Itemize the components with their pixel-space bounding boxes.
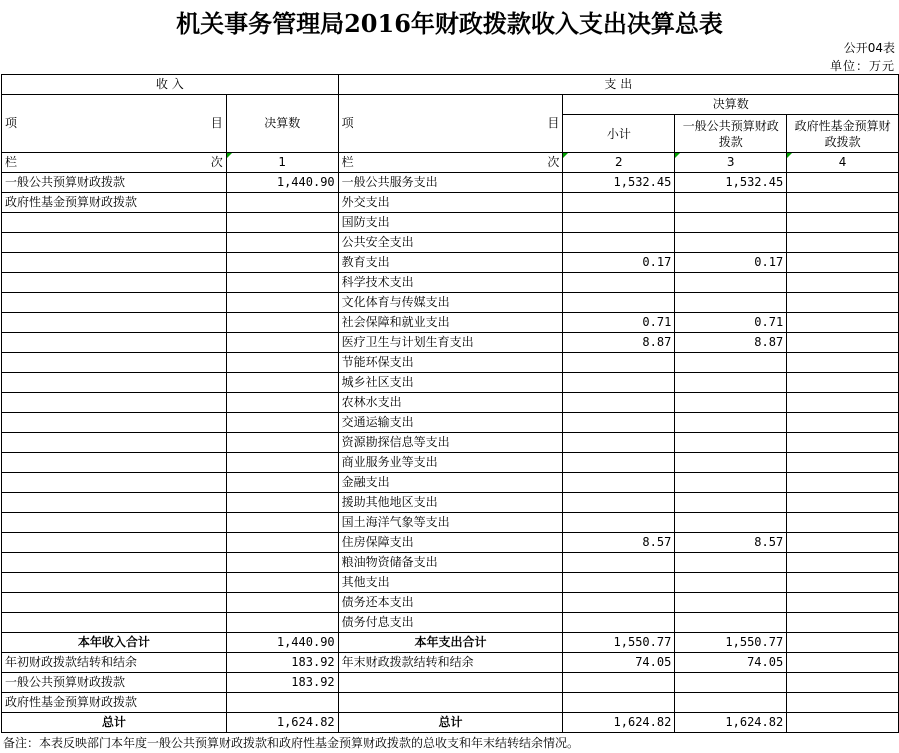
grand-expense-general: 1,624.82 (675, 713, 787, 733)
expense-subtotal (563, 373, 675, 393)
table-row (2, 533, 899, 553)
grand-expense-subtotal: 1,624.82 (563, 713, 675, 733)
table-row (2, 173, 899, 193)
income-item (2, 393, 227, 413)
expense-general (675, 473, 787, 493)
expense-subtotal (563, 393, 675, 413)
expense-general (675, 353, 787, 373)
income-item (2, 293, 227, 313)
expense-fund (787, 613, 899, 633)
income-value: 1,440.90 (226, 173, 338, 193)
end-balance-subtotal: 74.05 (563, 653, 675, 673)
col-number-1: 1 (226, 153, 338, 173)
expense-item: 金融支出 (338, 473, 563, 493)
begin-fund-label: 政府性基金预算财政拨款 (2, 693, 227, 713)
col-number-3: 3 (675, 153, 787, 173)
expense-fund (787, 453, 899, 473)
income-value (226, 613, 338, 633)
expense-item: 文化体育与传媒支出 (338, 293, 563, 313)
income-item (2, 213, 227, 233)
expense-fund (787, 333, 899, 353)
table-row (2, 313, 899, 333)
income-item (2, 433, 227, 453)
expense-general (675, 213, 787, 233)
expense-subtotal (563, 553, 675, 573)
expense-fund (787, 233, 899, 253)
expense-year-total-label: 本年支出合计 (338, 633, 563, 653)
expense-general: 1,532.45 (675, 173, 787, 193)
expense-fund (787, 353, 899, 373)
begin-general-row (2, 673, 899, 693)
table-row (2, 573, 899, 593)
income-value (226, 473, 338, 493)
data-rows (2, 173, 899, 633)
income-item (2, 233, 227, 253)
expense-general (675, 373, 787, 393)
income-value (226, 593, 338, 613)
income-item (2, 493, 227, 513)
expense-general (675, 613, 787, 633)
income-value (226, 573, 338, 593)
income-item (2, 513, 227, 533)
form-number: 公开04表 (843, 41, 895, 55)
expense-item: 农林水支出 (338, 393, 563, 413)
expense-item: 其他支出 (338, 573, 563, 593)
begin-general-value: 183.92 (226, 673, 338, 693)
expense-fund (787, 213, 899, 233)
expense-item: 债务还本支出 (338, 593, 563, 613)
income-value (226, 293, 338, 313)
balance-row (2, 653, 899, 673)
table-row (2, 213, 899, 233)
expense-fund (787, 513, 899, 533)
expense-fund (787, 273, 899, 293)
income-value (226, 513, 338, 533)
expense-subtotal: 1,532.45 (563, 173, 675, 193)
expense-subtotal (563, 433, 675, 453)
income-item (2, 573, 227, 593)
expense-item: 公共安全支出 (338, 233, 563, 253)
income-item-header: 项 目 (2, 95, 227, 153)
expense-item: 国土海洋气象等支出 (338, 513, 563, 533)
expense-subtotal (563, 213, 675, 233)
column-number-row (2, 153, 899, 173)
income-value (226, 453, 338, 473)
gov-fund-header: 政府性基金预算财政拨款 (787, 115, 899, 153)
expense-subtotal: 8.57 (563, 533, 675, 553)
income-value (226, 493, 338, 513)
expense-subtotal: 8.87 (563, 333, 675, 353)
begin-balance-value: 183.92 (226, 653, 338, 673)
income-value (226, 433, 338, 453)
income-value (226, 533, 338, 553)
income-item: 一般公共预算财政拨款 (2, 173, 227, 193)
income-item (2, 613, 227, 633)
income-value (226, 553, 338, 573)
header-row-1 (2, 75, 899, 95)
table-row (2, 353, 899, 373)
expense-item: 医疗卫生与计划生育支出 (338, 333, 563, 353)
expense-year-total-general: 1,550.77 (675, 633, 787, 653)
expense-item: 交通运输支出 (338, 413, 563, 433)
table-row (2, 373, 899, 393)
expense-subtotal (563, 193, 675, 213)
income-item (2, 253, 227, 273)
grand-income-label: 总计 (2, 713, 227, 733)
income-value (226, 273, 338, 293)
income-item (2, 313, 227, 333)
end-balance-general: 74.05 (675, 653, 787, 673)
report-title: 机关事务管理局2016年财政拨款收入支出决算总表 (176, 9, 723, 38)
expense-general (675, 233, 787, 253)
expense-fund (787, 293, 899, 313)
expense-item: 国防支出 (338, 213, 563, 233)
begin-general-label: 一般公共预算财政拨款 (2, 673, 227, 693)
expense-general (675, 553, 787, 573)
table-row (2, 253, 899, 273)
expense-fund (787, 593, 899, 613)
income-item (2, 553, 227, 573)
expense-general (675, 413, 787, 433)
income-item (2, 373, 227, 393)
expense-fund (787, 573, 899, 593)
income-header: 收 入 (2, 75, 339, 95)
income-year-total-value: 1,440.90 (226, 633, 338, 653)
income-item (2, 533, 227, 553)
expense-subtotal (563, 573, 675, 593)
expense-item: 住房保障支出 (338, 533, 563, 553)
expense-item: 节能环保支出 (338, 353, 563, 373)
income-item (2, 333, 227, 353)
expense-subtotal (563, 593, 675, 613)
header-row-2 (2, 95, 899, 115)
expense-subtotal (563, 493, 675, 513)
expense-fund (787, 493, 899, 513)
income-value (226, 353, 338, 373)
table-row (2, 473, 899, 493)
expense-fund (787, 173, 899, 193)
expense-item: 一般公共服务支出 (338, 173, 563, 193)
lan-ci-left: 栏 次 (2, 153, 227, 173)
income-juesuan-header: 决算数 (226, 95, 338, 153)
expense-fund (787, 253, 899, 273)
end-balance-fund (787, 653, 899, 673)
income-item (2, 353, 227, 373)
expense-item: 援助其他地区支出 (338, 493, 563, 513)
table-row (2, 593, 899, 613)
income-value (226, 393, 338, 413)
begin-fund-row (2, 693, 899, 713)
expense-fund (787, 473, 899, 493)
expense-fund (787, 193, 899, 213)
expense-subtotal (563, 353, 675, 373)
income-value (226, 213, 338, 233)
income-value (226, 413, 338, 433)
expense-fund (787, 533, 899, 553)
expense-general (675, 193, 787, 213)
expense-general (675, 273, 787, 293)
end-balance-label: 年末财政拨款结转和结余 (338, 653, 563, 673)
table-row (2, 493, 899, 513)
income-value (226, 333, 338, 353)
table-row (2, 453, 899, 473)
income-value (226, 193, 338, 213)
col-number-2: 2 (563, 153, 675, 173)
lan-ci-right: 栏 次 (338, 153, 563, 173)
expense-general: 8.87 (675, 333, 787, 353)
expense-subtotal (563, 293, 675, 313)
expense-subtotal (563, 453, 675, 473)
expense-general: 0.71 (675, 313, 787, 333)
table-row (2, 293, 899, 313)
expense-general (675, 453, 787, 473)
expense-general: 0.17 (675, 253, 787, 273)
table-row (2, 193, 899, 213)
income-value (226, 233, 338, 253)
expense-fund (787, 433, 899, 453)
expense-item: 资源勘探信息等支出 (338, 433, 563, 453)
begin-balance-label: 年初财政拨款结转和结余 (2, 653, 227, 673)
grand-expense-label: 总计 (338, 713, 563, 733)
expense-fund (787, 373, 899, 393)
income-year-total-label: 本年收入合计 (2, 633, 227, 653)
grand-expense-fund (787, 713, 899, 733)
subtotal-header: 小计 (563, 115, 675, 153)
income-item (2, 453, 227, 473)
expense-fund (787, 393, 899, 413)
col-number-4: 4 (787, 153, 899, 173)
expense-general (675, 513, 787, 533)
grand-total-row (2, 713, 899, 733)
expense-subtotal (563, 413, 675, 433)
expense-fund (787, 313, 899, 333)
expense-item: 社会保障和就业支出 (338, 313, 563, 333)
expense-year-total-fund (787, 633, 899, 653)
table-row (2, 553, 899, 573)
income-item (2, 413, 227, 433)
expense-subtotal: 0.17 (563, 253, 675, 273)
income-item (2, 273, 227, 293)
expense-year-total-subtotal: 1,550.77 (563, 633, 675, 653)
footnote: 备注：本表反映部门本年度一般公共预算财政拨款和政府性基金预算财政拨款的总收支和年末结转结余情况。 (3, 736, 580, 750)
income-value (226, 373, 338, 393)
year-total-row (2, 633, 899, 653)
expense-general (675, 593, 787, 613)
expense-subtotal (563, 273, 675, 293)
expense-item: 教育支出 (338, 253, 563, 273)
table-row (2, 333, 899, 353)
expense-subtotal (563, 473, 675, 493)
expense-general (675, 433, 787, 453)
expense-item: 城乡社区支出 (338, 373, 563, 393)
table-row (2, 613, 899, 633)
expense-subtotal (563, 233, 675, 253)
unit-label: 单位：万元 (829, 59, 895, 73)
income-value (226, 253, 338, 273)
income-item (2, 593, 227, 613)
expense-fund (787, 553, 899, 573)
expense-juesuan-header: 决算数 (563, 95, 899, 115)
expense-item: 粮油物资储备支出 (338, 553, 563, 573)
expense-item: 商业服务业等支出 (338, 453, 563, 473)
expense-subtotal: 0.71 (563, 313, 675, 333)
expense-item: 科学技术支出 (338, 273, 563, 293)
expense-subtotal (563, 513, 675, 533)
expense-item: 债务付息支出 (338, 613, 563, 633)
table-row (2, 233, 899, 253)
income-item (2, 473, 227, 493)
expense-fund (787, 413, 899, 433)
grand-income-value: 1,624.82 (226, 713, 338, 733)
table-row (2, 433, 899, 453)
expense-general (675, 393, 787, 413)
income-item: 政府性基金预算财政拨款 (2, 193, 227, 213)
table-row (2, 413, 899, 433)
expense-general (675, 573, 787, 593)
table-row (2, 393, 899, 413)
general-budget-header: 一般公共预算财政拨款 (675, 115, 787, 153)
expense-general (675, 493, 787, 513)
table-row (2, 513, 899, 533)
expense-item-header: 项 目 (338, 95, 563, 153)
expense-general (675, 293, 787, 313)
expense-header: 支 出 (338, 75, 898, 95)
table-row (2, 273, 899, 293)
income-value (226, 313, 338, 333)
expense-general: 8.57 (675, 533, 787, 553)
expense-item: 外交支出 (338, 193, 563, 213)
budget-table (1, 74, 899, 733)
expense-subtotal (563, 613, 675, 633)
